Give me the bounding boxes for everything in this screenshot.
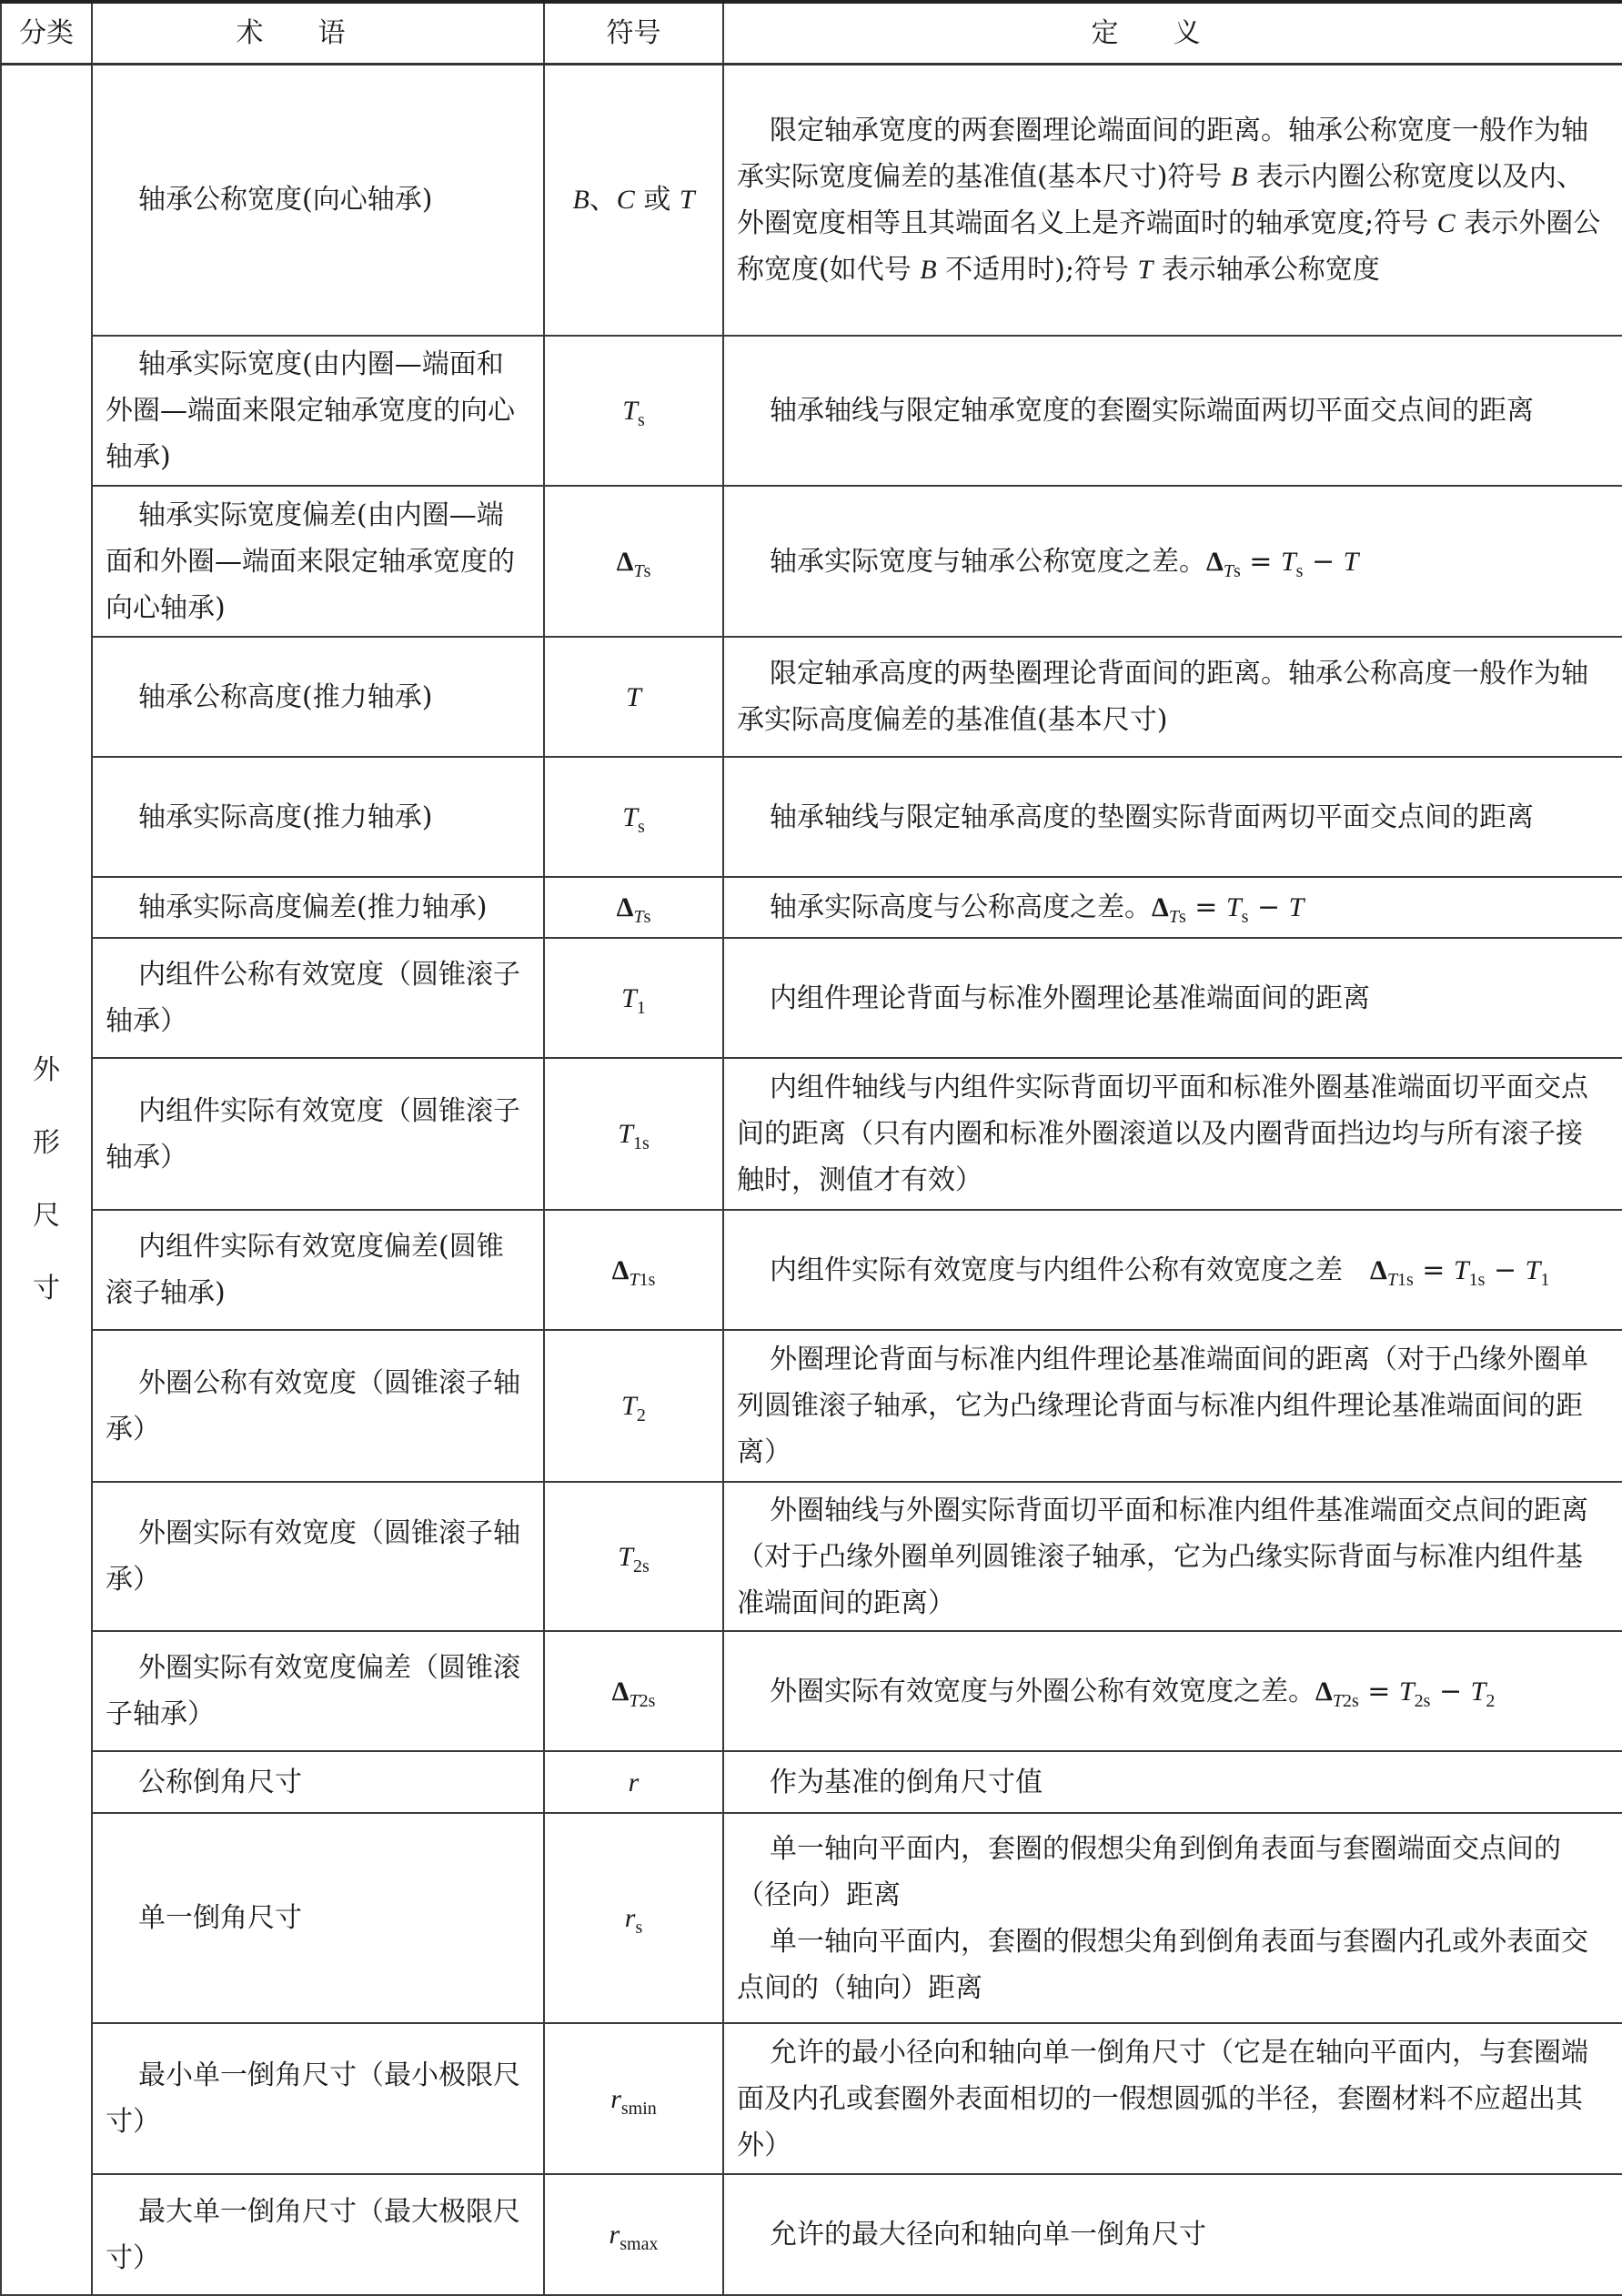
math-symbol (629, 1767, 640, 1798)
symbol-base: Δ (1315, 1676, 1333, 1707)
symbol-subscript: Ts (633, 560, 651, 581)
table-row (1, 1058, 1622, 1210)
symbol-cell (544, 336, 723, 486)
symbol-subscript: T1s (1386, 1269, 1414, 1290)
definition-paragraph: 内组件实际有效宽度与内组件公称有效宽度之差 $\Delta_{T1s} = T_{1s} - T_1$ (770, 1254, 1550, 1290)
math-symbol (616, 546, 651, 581)
definition-cell (723, 637, 1622, 757)
math-symbol (1344, 546, 1359, 578)
definition-cell (723, 938, 1622, 1058)
definition-paragraph: 轴承轴线与限定轴承宽度的套圈实际端面两切平面交点间的距离 (770, 395, 1534, 427)
math-symbol (621, 1390, 646, 1425)
term-cell: 轴承实际宽度(由内圈—端面和外圈—端面来限定轴承宽度的向心轴承) (92, 336, 544, 486)
symbol-subscript: smax (620, 2234, 659, 2254)
math-symbol (622, 801, 645, 837)
subscript-variable: T (1168, 907, 1179, 927)
table-row (1, 1813, 1622, 2023)
symbol-subscript: smin (620, 2098, 657, 2119)
symbol-base: r (609, 2220, 620, 2250)
definition-cell (723, 1482, 1622, 1631)
symbol-cell (544, 486, 723, 637)
subscript-variable: T (1386, 1269, 1397, 1290)
symbol-base: C (616, 185, 635, 216)
math-symbol (610, 2083, 657, 2119)
symbol-base: Δ (1152, 892, 1169, 922)
table-row (1, 637, 1622, 757)
definition-paragraph: 轴承实际宽度与轴承公称宽度之差。$\Delta_{Ts} = T_s - T$ (770, 545, 1359, 581)
symbol-subscript: 2s (632, 1556, 650, 1576)
symbol-base: T (1288, 892, 1305, 922)
symbol-base: r (610, 2083, 621, 2114)
math-symbol (1437, 207, 1456, 239)
symbol-base: Δ (611, 1676, 630, 1707)
symbol-subscript: s (1241, 907, 1249, 927)
symbol-cell (544, 1813, 723, 2023)
term-cell: 内组件实际有效宽度偏差(圆锥滚子轴承) (92, 1210, 544, 1330)
symbol-base: B (572, 185, 589, 216)
math-symbol (616, 891, 651, 927)
math-symbol (1398, 1676, 1431, 1711)
math-symbol (1152, 891, 1186, 927)
definition-paragraph: 外圈轴线与外圈实际背面切平面和标准内组件基准端面交点间的距离（对于凸缘外圈单列圆锥滚子轴承，它为凸缘实际背面与标准内组件基准端面间的距离） (737, 1494, 1588, 1619)
definition-cell (723, 64, 1622, 336)
symbol-base: T (1398, 1676, 1415, 1707)
symbol-base: Δ (1206, 546, 1224, 577)
symbol-base: T (1470, 1676, 1486, 1707)
symbol-cell (544, 877, 723, 938)
symbol-subscript: Ts (1168, 907, 1186, 927)
table-row (1, 1330, 1622, 1482)
symbol-base: T (1137, 254, 1154, 285)
header-term: 术语 (92, 2, 544, 64)
symbol-cell (544, 1058, 723, 1210)
table-row (1, 1482, 1622, 1631)
subscript-variable: T (1332, 1690, 1343, 1711)
term-cell: 外圈实际有效宽度（圆锥滚子轴承） (92, 1482, 544, 1631)
symbol-base: B (1230, 161, 1248, 192)
table-row (1, 486, 1622, 637)
definition-cell (723, 1813, 1622, 2023)
symbol-subscript: Ts (1223, 560, 1241, 581)
symbol-subscript: Ts (633, 907, 651, 927)
term-cell: 轴承实际高度偏差(推力轴承) (92, 877, 544, 938)
symbol-subscript: 1s (1468, 1269, 1486, 1290)
symbol-subscript: T1s (629, 1269, 656, 1290)
term-cell: 内组件实际有效宽度（圆锥滚子轴承） (92, 1058, 544, 1210)
math-symbol (611, 1676, 656, 1711)
category-char: 尺 (33, 1199, 60, 1232)
symbol-base: T (1225, 892, 1242, 922)
symbol-base: r (628, 1767, 640, 1798)
symbol-base: T (621, 982, 637, 1013)
math-symbol (626, 681, 641, 713)
symbol-base: T (622, 396, 638, 426)
symbol-cell (544, 1330, 723, 1482)
symbol-base: Δ (616, 892, 634, 922)
definition-cell (723, 1058, 1622, 1210)
math-symbol (1225, 891, 1249, 927)
definition-cell (723, 2174, 1622, 2295)
math-symbol (1231, 161, 1247, 193)
symbol-cell (544, 1751, 723, 1813)
math-symbol (611, 1254, 656, 1290)
math-symbol (618, 1541, 650, 1576)
definition-paragraph: 外圈实际有效宽度与外圈公称有效宽度之差。$\Delta_{T2s} = T_{2s} - T_2$ (770, 1675, 1496, 1711)
table-row (1, 1751, 1622, 1813)
symbol-subscript: 2 (636, 1405, 646, 1425)
definition-cell (723, 486, 1622, 637)
symbol-base: Δ (1370, 1254, 1387, 1285)
term-cell: 最小单一倒角尺寸（最小极限尺寸） (92, 2023, 544, 2174)
math-symbol (1206, 546, 1241, 581)
math-symbol (1370, 1254, 1414, 1290)
category-char: 形 (33, 1126, 60, 1159)
math-symbol (622, 395, 645, 430)
symbol-base: T (626, 681, 641, 712)
math-symbol (624, 1902, 643, 1938)
definition-paragraph: 内组件轴线与内组件实际背面切平面和标准外圈基准端面切平面交点间的距离（只有内圈和标准外圈滚道以及内圈背面挡边均与所有滚子接触时，测值才有效） (737, 1072, 1588, 1196)
definition-cell (723, 1631, 1622, 1751)
math-symbol (1137, 254, 1153, 286)
term-cell: 单一倒角尺寸 (92, 1813, 544, 2023)
symbol-base: C (1436, 207, 1456, 238)
symbol-subscript: T2s (629, 1690, 656, 1711)
definition-paragraph: 单一轴向平面内，套圈的假想尖角到倒角表面与套圈端面交点间的（径向）距离 (737, 1832, 1561, 1911)
symbol-subscript: 1 (636, 997, 646, 1018)
table-row (1, 938, 1622, 1058)
definition-cell (723, 336, 1622, 486)
table-row (1, 877, 1622, 938)
table-row (1, 336, 1622, 486)
definition-paragraph: 轴承轴线与限定轴承高度的垫圈实际背面两切平面交点间的距离 (770, 801, 1534, 833)
definition-cell (723, 1210, 1622, 1330)
symbol-base: T (621, 1391, 637, 1421)
symbol-base: r (624, 1903, 636, 1933)
symbol-base: T (1525, 1254, 1541, 1285)
term-cell: 轴承实际宽度偏差(由内圈—端面和外圈—端面来限定轴承宽度的向心轴承) (92, 486, 544, 637)
symbol-base: Δ (611, 1254, 630, 1285)
term-cell: 轴承实际高度(推力轴承) (92, 757, 544, 877)
math-symbol (920, 254, 936, 286)
definition-cell (723, 2023, 1622, 2174)
table-row (1, 1631, 1622, 1751)
table-row (1, 64, 1622, 336)
symbol-base: T (622, 801, 638, 832)
definition-paragraph: 轴承实际高度与公称高度之差。$\Delta_{Ts} = T_s - T$ (770, 891, 1305, 927)
header-symbol: 符号 (544, 2, 723, 64)
symbol-base: T (618, 1541, 633, 1572)
math-symbol (680, 184, 695, 216)
math-symbol (572, 184, 589, 216)
definition-paragraph: 作为基准的倒角尺寸值 (770, 1766, 1043, 1798)
term-cell: 外圈公称有效宽度（圆锥滚子轴承） (92, 1330, 544, 1482)
header-row (1, 2, 1622, 64)
category-char: 寸 (33, 1272, 60, 1304)
subscript-variable: T (633, 560, 644, 581)
subscript-variable: T (1223, 560, 1234, 581)
symbol-cell (544, 2174, 723, 2295)
term-cell: 外圈实际有效宽度偏差（圆锥滚子轴承） (92, 1631, 544, 1751)
definition-paragraph: 允许的最小径向和轴向单一倒角尺寸（它是在轴向平面内，与套圈端面及内孔或套圈外表面相切的一假想圆弧的半径，套圈材料不应超出其外） (737, 2036, 1588, 2161)
definition-paragraph: 限定轴承宽度的两套圈理论端面间的距离。轴承公称宽度一般作为轴承实际宽度偏差的基准值(基本尺寸)符号 B 表示内圈公称宽度以及内、外圈宽度相等且其端面名义上是齐端面时的轴承宽度;符号 C 表示外圈公称宽度(如代号 B 不适用时);符号 T 表示轴承公称宽度 (737, 114, 1601, 286)
symbol-base: T (1280, 546, 1296, 577)
table-row (1, 1210, 1622, 1330)
symbol-subscript: s (637, 410, 645, 430)
symbol-subscript: 2 (1486, 1690, 1496, 1711)
math-symbol (618, 1118, 650, 1153)
symbol-subscript: 1 (1540, 1269, 1550, 1290)
term-cell: 内组件公称有效宽度（圆锥滚子轴承） (92, 938, 544, 1058)
symbol-cell (544, 757, 723, 877)
symbol-cell (544, 938, 723, 1058)
symbol-subscript: T2s (1332, 1690, 1359, 1711)
math-symbol (617, 184, 635, 216)
symbol-cell (544, 637, 723, 757)
math-symbol (1289, 891, 1305, 923)
definition-paragraph: 外圈理论背面与标准内组件理论基准端面间的距离（对于凸缘外圈单列圆锥滚子轴承，它为凸缘理论背面与标准内组件理论基准端面间的距离） (737, 1344, 1588, 1468)
category-char: 外 (33, 1053, 60, 1086)
subscript-variable: T (629, 1690, 640, 1711)
definition-cell (723, 877, 1622, 938)
math-symbol (1525, 1254, 1550, 1290)
math-symbol (609, 2219, 659, 2254)
definition-cell (723, 1751, 1622, 1813)
symbol-subscript: 2s (1414, 1690, 1431, 1711)
term-cell: 公称倒角尺寸 (92, 1751, 544, 1813)
symbol-base: T (618, 1119, 633, 1149)
definition-cell (723, 1330, 1622, 1482)
math-symbol (621, 982, 646, 1018)
math-symbol (1470, 1676, 1496, 1711)
symbol-base: Δ (616, 546, 634, 577)
definition-paragraph: 限定轴承高度的两垫圈理论背面间的距离。轴承公称高度一般作为轴承实际高度偏差的基准值(基本尺寸) (737, 658, 1588, 736)
symbol-cell (544, 1210, 723, 1330)
math-symbol (1453, 1254, 1486, 1290)
subscript-variable: T (629, 1269, 640, 1290)
subscript-variable: T (633, 907, 644, 927)
definition-paragraph: 单一轴向平面内，套圈的假想尖角到倒角表面与套圈内孔或外表面交点间的（轴向）距离 (737, 1925, 1588, 2004)
term-cell: 轴承公称宽度(向心轴承) (92, 64, 544, 336)
term-cell: 最大单一倒角尺寸（最大极限尺寸） (92, 2174, 544, 2295)
symbol-cell (544, 1631, 723, 1751)
symbol-cell: B、C 或 T (544, 64, 723, 336)
math-symbol (1280, 546, 1304, 581)
definition-cell (723, 757, 1622, 877)
math-symbol (1315, 1676, 1359, 1711)
symbol-cell (544, 2023, 723, 2174)
category-cell (1, 64, 92, 2295)
table-row (1, 2174, 1622, 2295)
symbol-base: T (679, 185, 695, 216)
symbol-subscript: 1s (632, 1133, 650, 1153)
definition-paragraph: 允许的最大径向和轴向单一倒角尺寸 (770, 2219, 1206, 2251)
symbol-base: B (920, 254, 937, 285)
header-category: 分类 (1, 2, 92, 64)
symbol-base: T (1453, 1254, 1469, 1285)
header-definition: 定义 (723, 2, 1622, 64)
term-cell: 轴承公称高度(推力轴承) (92, 637, 544, 757)
symbol-subscript: s (635, 1918, 643, 1938)
symbol-subscript: s (1295, 560, 1304, 581)
symbol-subscript: s (637, 816, 645, 837)
symbol-cell (544, 1482, 723, 1631)
table-row (1, 757, 1622, 877)
symbol-base: T (1343, 546, 1359, 577)
table-row (1, 2023, 1622, 2174)
definition-paragraph: 内组件理论背面与标准外圈理论基准端面间的距离 (770, 982, 1370, 1014)
